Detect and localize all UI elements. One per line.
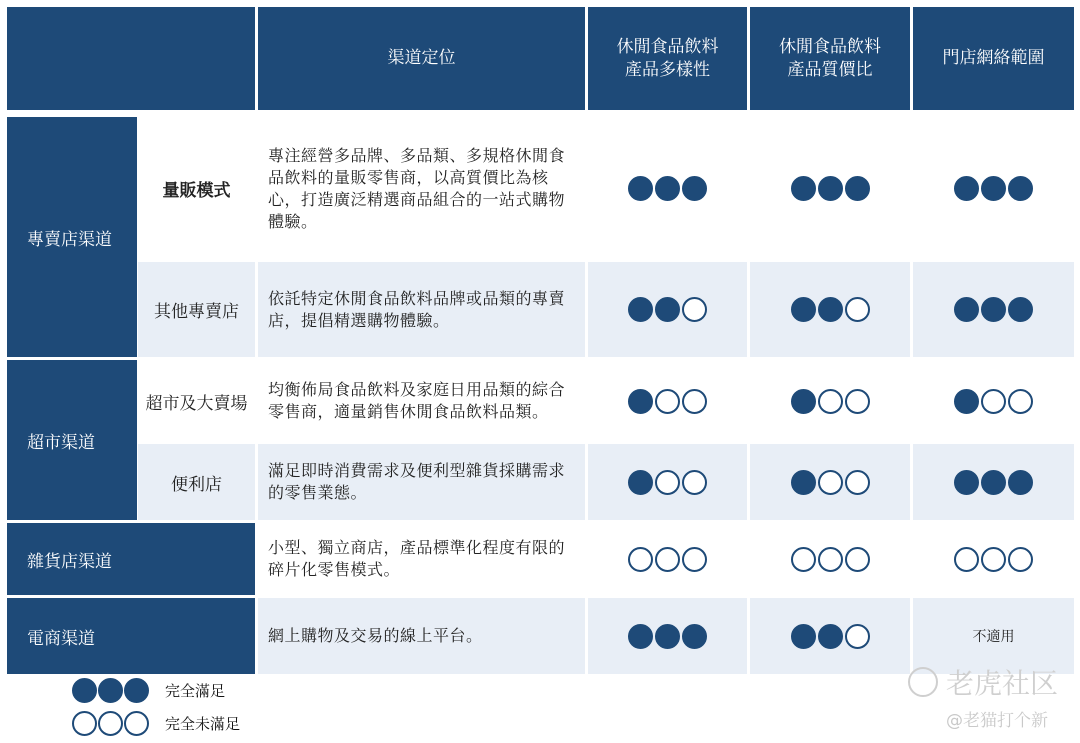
variety-rating — [588, 117, 747, 260]
filled-circle-icon — [655, 297, 680, 322]
positioning-text: 滿足即時消費需求及便利型雜貨採購需求的零售業態。 — [268, 461, 566, 502]
subchannel-label: 便利店 — [171, 474, 222, 495]
empty-circle-icon — [1008, 547, 1033, 572]
filled-circle-icon — [981, 470, 1006, 495]
filled-circle-icon — [682, 176, 707, 201]
filled-circle-icon — [981, 176, 1006, 201]
subchannel-label: 其他專賣店 — [154, 302, 239, 322]
subchannel-label: 量販模式 — [162, 181, 231, 201]
filled-circle-icon — [1008, 470, 1033, 495]
empty-circle-icon — [845, 389, 870, 414]
empty-circle-icon — [98, 711, 123, 736]
header-value — [750, 7, 910, 110]
empty-circle-icon — [682, 547, 707, 572]
empty-circle-icon — [791, 547, 816, 572]
filled-circle-icon — [628, 624, 653, 649]
empty-circle-icon — [682, 470, 707, 495]
header-value-line1: 休閒食品飲料 — [779, 36, 881, 57]
filled-circle-icon — [655, 624, 680, 649]
subchannel-cell — [138, 117, 255, 260]
network-rating — [913, 262, 1074, 357]
header-variety-line1: 休閒食品飲料 — [616, 36, 719, 57]
empty-circle-icon — [124, 711, 149, 736]
positioning-cell — [258, 444, 585, 520]
network-rating — [913, 444, 1074, 520]
header-positioning — [258, 7, 585, 110]
legend-full-dots — [72, 678, 149, 703]
value-rating — [750, 360, 910, 442]
filled-circle-icon — [655, 176, 680, 201]
variety-rating — [588, 444, 747, 520]
positioning-text: 依託特定休閒食品飲料品牌或品類的專賣店，提倡精選購物體驗。 — [268, 288, 566, 330]
empty-circle-icon — [1008, 389, 1033, 414]
empty-circle-icon — [818, 470, 843, 495]
legend-none — [72, 711, 240, 736]
group-ecommerce-label: 電商渠道 — [27, 628, 95, 649]
empty-circle-icon — [655, 547, 680, 572]
watermark-brand-label: 老虎社区 — [946, 667, 1059, 700]
filled-circle-icon — [682, 624, 707, 649]
filled-circle-icon — [791, 297, 816, 322]
positioning-text: 均衡佈局食品飲料及家庭日用品類的綜合零售商，適量銷售休閒食品飲料品類。 — [268, 380, 566, 421]
positioning-text: 小型、獨立商店，產品標準化程度有限的碎片化零售模式。 — [268, 538, 566, 579]
variety-rating — [588, 262, 747, 357]
header-value-line2: 產品質價比 — [787, 59, 873, 80]
filled-circle-icon — [628, 389, 653, 414]
legend-full — [72, 678, 225, 703]
variety-rating — [588, 360, 747, 442]
variety-rating — [588, 523, 747, 595]
filled-circle-icon — [1008, 297, 1033, 322]
positioning-cell — [258, 598, 585, 674]
filled-circle-icon — [628, 470, 653, 495]
empty-circle-icon — [845, 624, 870, 649]
empty-circle-icon — [845, 470, 870, 495]
empty-circle-icon — [954, 547, 979, 572]
empty-circle-icon — [818, 547, 843, 572]
filled-circle-icon — [818, 297, 843, 322]
group-specialty — [7, 117, 137, 357]
empty-circle-icon — [72, 711, 97, 736]
header-variety-line2: 產品多樣性 — [625, 59, 710, 80]
empty-circle-icon — [655, 470, 680, 495]
group-supermarket — [7, 360, 137, 520]
legend-none-label: 完全未滿足 — [165, 715, 241, 733]
subchannel-label: 超市及大賣場 — [145, 393, 248, 414]
header-empty-cell — [7, 7, 255, 110]
filled-circle-icon — [628, 176, 653, 201]
empty-circle-icon — [682, 297, 707, 322]
empty-circle-icon — [628, 547, 653, 572]
filled-circle-icon — [954, 470, 979, 495]
group-grocery — [7, 523, 255, 595]
filled-circle-icon — [981, 297, 1006, 322]
filled-circle-icon — [791, 470, 816, 495]
header-positioning-label: 渠道定位 — [387, 48, 456, 68]
empty-circle-icon — [818, 389, 843, 414]
header-network-label: 門店網絡範圍 — [942, 48, 1045, 68]
positioning-cell — [258, 360, 585, 442]
filled-circle-icon — [791, 389, 816, 414]
filled-circle-icon — [954, 389, 979, 414]
positioning-cell — [258, 117, 585, 260]
value-rating — [750, 444, 910, 520]
subchannel-cell — [138, 444, 255, 520]
variety-rating — [588, 598, 747, 674]
header-network — [913, 7, 1074, 110]
legend-none-dots — [72, 711, 149, 736]
empty-circle-icon — [845, 297, 870, 322]
group-supermarket-label: 超市渠道 — [27, 432, 95, 453]
subchannel-cell — [138, 360, 255, 442]
filled-circle-icon — [791, 176, 816, 201]
network-rating — [913, 360, 1074, 442]
tiger-logo-icon — [908, 667, 938, 697]
filled-circle-icon — [791, 624, 816, 649]
value-rating — [750, 262, 910, 357]
value-rating — [750, 598, 910, 674]
value-rating — [750, 117, 910, 260]
subchannel-cell — [138, 262, 255, 357]
legend-full-label: 完全滿足 — [165, 682, 226, 700]
positioning-cell — [258, 262, 585, 357]
empty-circle-icon — [682, 389, 707, 414]
watermark-brand — [908, 662, 1058, 702]
positioning-text: 網上購物及交易的線上平台。 — [268, 626, 483, 645]
empty-circle-icon — [981, 547, 1006, 572]
filled-circle-icon — [954, 176, 979, 201]
filled-circle-icon — [845, 176, 870, 201]
filled-circle-icon — [124, 678, 149, 703]
empty-circle-icon — [655, 389, 680, 414]
empty-circle-icon — [845, 547, 870, 572]
header-variety — [588, 7, 747, 110]
value-rating — [750, 523, 910, 595]
positioning-cell — [258, 523, 585, 595]
group-ecommerce — [7, 598, 255, 674]
group-specialty-label: 專賣店渠道 — [27, 229, 112, 250]
group-grocery-label: 雜貨店渠道 — [27, 551, 112, 572]
filled-circle-icon — [98, 678, 123, 703]
network-rating — [913, 523, 1074, 595]
filled-circle-icon — [954, 297, 979, 322]
filled-circle-icon — [818, 176, 843, 201]
filled-circle-icon — [818, 624, 843, 649]
not-applicable-label: 不適用 — [972, 629, 1015, 645]
watermark-handle: @老猫打个新 — [946, 711, 1048, 731]
empty-circle-icon — [981, 389, 1006, 414]
filled-circle-icon — [628, 297, 653, 322]
positioning-text: 專注經營多品牌、多品類、多規格休閒食品飲料的量販零售商，以高質價比為核心，打造廣泛精選商品組合的一站式購物體驗。 — [268, 145, 566, 231]
filled-circle-icon — [72, 678, 97, 703]
filled-circle-icon — [1008, 176, 1033, 201]
network-rating — [913, 117, 1074, 260]
